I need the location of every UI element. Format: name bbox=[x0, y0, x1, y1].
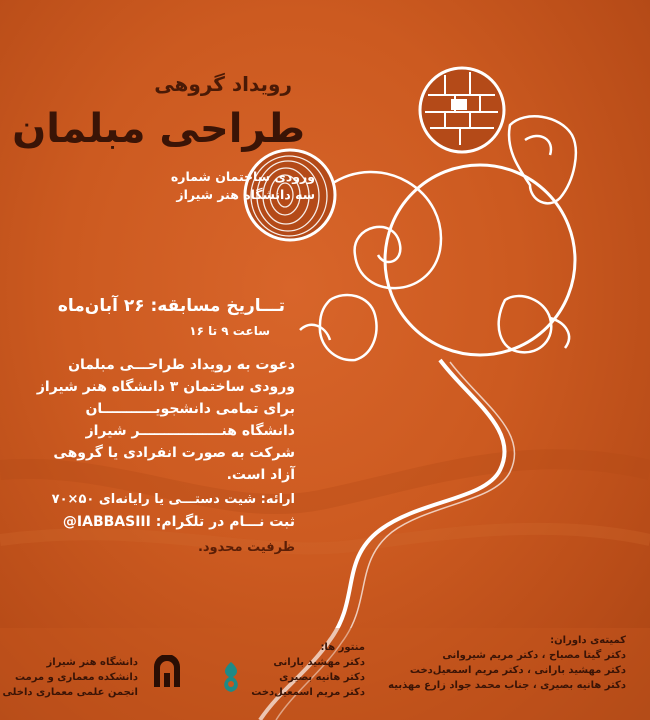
invitation-line: دعوت به رویداد طراحـــی مبلمان bbox=[68, 357, 295, 373]
jury-block bbox=[388, 633, 626, 693]
supervisors-block bbox=[251, 640, 365, 700]
invitation-line: برای تمامی دانشجویـــــــــــان bbox=[85, 401, 295, 417]
invitation-text bbox=[37, 354, 295, 486]
supervisor-name: دکتر مریم اسمعیل‌دخت bbox=[251, 687, 365, 698]
organizer-line: دانشگاه هنر شیراز bbox=[46, 657, 138, 668]
venue-text bbox=[171, 168, 315, 204]
organizer-line: دانشکده معماری و مرمت bbox=[14, 672, 138, 683]
organizer-block bbox=[3, 655, 138, 700]
jury-names: دکتر گیتا مصباح ، دکتر مریم شیروانی bbox=[442, 650, 626, 661]
university-logo bbox=[150, 655, 184, 689]
invitation-line: ورودی ساختمان ۳ دانشگاه هنر شیراز bbox=[36, 379, 295, 395]
venue-line: سه دانشگاه هنر شیراز bbox=[176, 187, 315, 202]
invitation-line: شرکت به صورت انفرادی یا گروهی bbox=[53, 445, 295, 461]
event-subtitle: رویداد گروهی bbox=[154, 72, 292, 96]
registration-info[interactable]: ثبت نـــام در تلگرام: IABBASIII@ bbox=[62, 514, 295, 530]
presentation-format: ارائه: شیت دستـــی یا رایانه‌ای ۵۰×۷۰ bbox=[51, 492, 295, 507]
venue-line: ورودی ساختمان شماره bbox=[170, 169, 315, 184]
jury-names: دکتر مهشید بارانی ، دکتر مریم اسمعیل‌دخت bbox=[409, 665, 626, 676]
supervisors-heading: منتور ها: bbox=[320, 642, 365, 653]
event-time: ساعت ۹ تا ۱۶ bbox=[189, 324, 270, 338]
association-logo bbox=[218, 660, 244, 694]
invitation-line: دانشگاه هنـــــــــــــــــر شیراز bbox=[85, 423, 295, 439]
capacity-note: ظرفیت محدود. bbox=[197, 540, 295, 555]
supervisor-name: دکتر مهشید بارانی bbox=[273, 657, 365, 668]
organizer-line: انجمن علمی معماری داخلی bbox=[2, 687, 138, 698]
supervisor-name: دکتر هانیه بصیری bbox=[279, 672, 365, 683]
jury-names: دکتر هانیه بصیری ، جناب محمد جواد زارع مهذبیه bbox=[388, 680, 626, 691]
event-title: طراحی مبلمان bbox=[12, 106, 305, 152]
event-date: تـــاریخ مسابقه: ۲۶ آبان‌ماه bbox=[57, 296, 285, 316]
invitation-line: آزاد است. bbox=[226, 467, 295, 483]
jury-heading: کمیته‌ی داوران: bbox=[550, 635, 626, 646]
